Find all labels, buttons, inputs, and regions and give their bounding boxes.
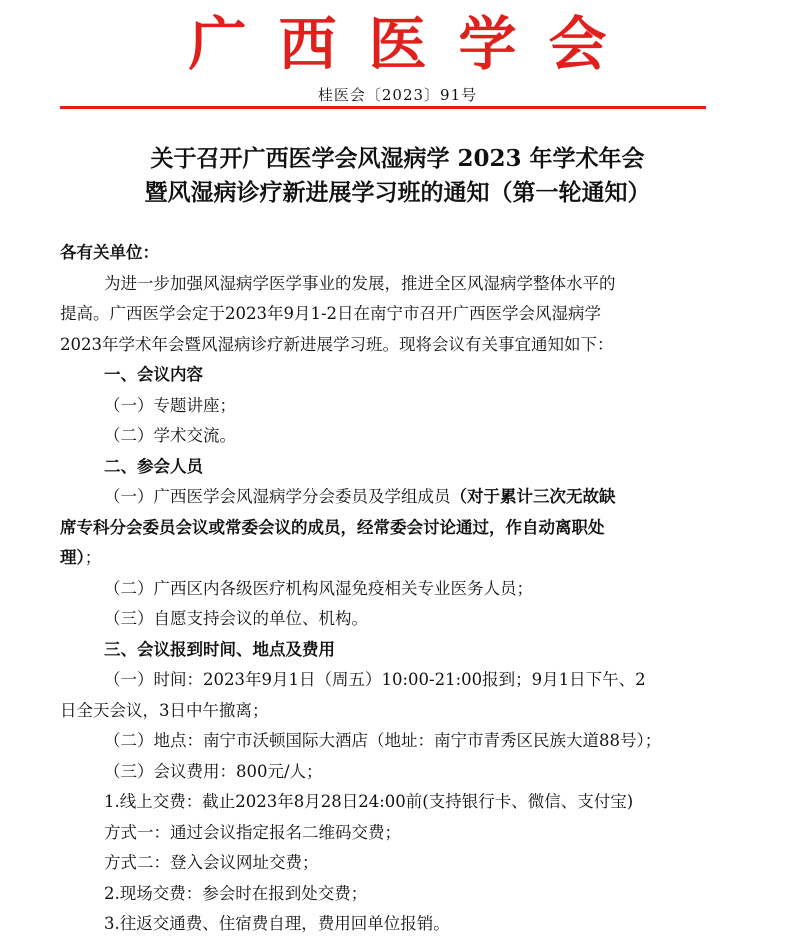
document-number: 桂医会〔2023〕91号 (317, 86, 478, 104)
intro-paragraph-line: 为进一步加强风湿病学医学事业的发展，推进全区风湿病学整体水平的 (104, 273, 616, 293)
notice-title (0, 142, 795, 210)
red-divider-line (60, 106, 706, 109)
fee-onsite: 2.现场交费：参会时在报到处交费； (104, 883, 368, 903)
list-item: （三）自愿支持会议的单位、机构。 (104, 609, 368, 628)
list-item (60, 482, 710, 513)
section-heading-attendees: 二、参会人员 (104, 456, 203, 476)
attendee-item-note-end (60, 543, 710, 574)
attendee-item-note-tail: 理） (60, 548, 85, 567)
fee-method-2: 方式二：登入会议网址交费； (104, 853, 319, 872)
section-heading-schedule: 三、会议报到时间、地点及费用 (104, 639, 335, 659)
schedule-time-line: （一）时间：2023年9月1日（周五）10:00-21:00报到；9月1日下午、2 (104, 670, 646, 689)
attendee-item-semicolon: ； (84, 548, 102, 567)
attendee-item-text: （一）广西医学会风湿病学分会委员及学组成员 (104, 487, 451, 506)
schedule-location: （二）地点：南宁市沃顿国际大酒店（地址：南宁市青秀区民族大道88号）； (104, 731, 662, 750)
schedule-fee: （三）会议费用：800元/人； (104, 761, 323, 781)
list-item: （一）专题讲座； (104, 395, 236, 415)
salutation: 各有关单位： (60, 243, 159, 262)
section-heading-content: 一、会议内容 (104, 365, 203, 384)
notice-body (60, 238, 710, 940)
intro-paragraph-line: 提高。广西医学会定于2023年9月1-2日在南宁市召开广西医学会风湿病学 (60, 304, 602, 323)
list-item: （二）广西区内各级医疗机构风湿免疫相关专业医务人员； (104, 578, 533, 598)
schedule-time-line: 日全天会议，3日中午撤离； (60, 700, 269, 720)
fee-travel: 3.往返交通费、住宿费自理，费用回单位报销。 (104, 914, 450, 933)
fee-method-1: 方式一：通过会议指定报名二维码交费； (104, 822, 401, 842)
org-header-title: 广西医学会 (188, 10, 639, 78)
intro-paragraph-line: 2023年学术年会暨风湿病诊疗新进展学习班。现将会议有关事宜通知如下： (60, 334, 614, 354)
notice-title-line-1: 关于召开广西医学会风湿病学 2023 年学术年会 (150, 145, 645, 172)
attendee-item-note: （对于累计三次无故缺 (450, 487, 616, 506)
notice-title-line-2: 暨风湿病诊疗新进展学习班的通知（第一轮通知） (144, 179, 651, 206)
fee-online: 1.线上交费：截止2023年8月28日24:00前(支持银行卡、微信、支付宝) (104, 792, 634, 811)
attendee-item-note-line: 席专科分会委员会议或常委会议的成员，经常委会讨论通过，作自动离职处 (60, 517, 605, 537)
list-item: （二）学术交流。 (104, 426, 236, 445)
